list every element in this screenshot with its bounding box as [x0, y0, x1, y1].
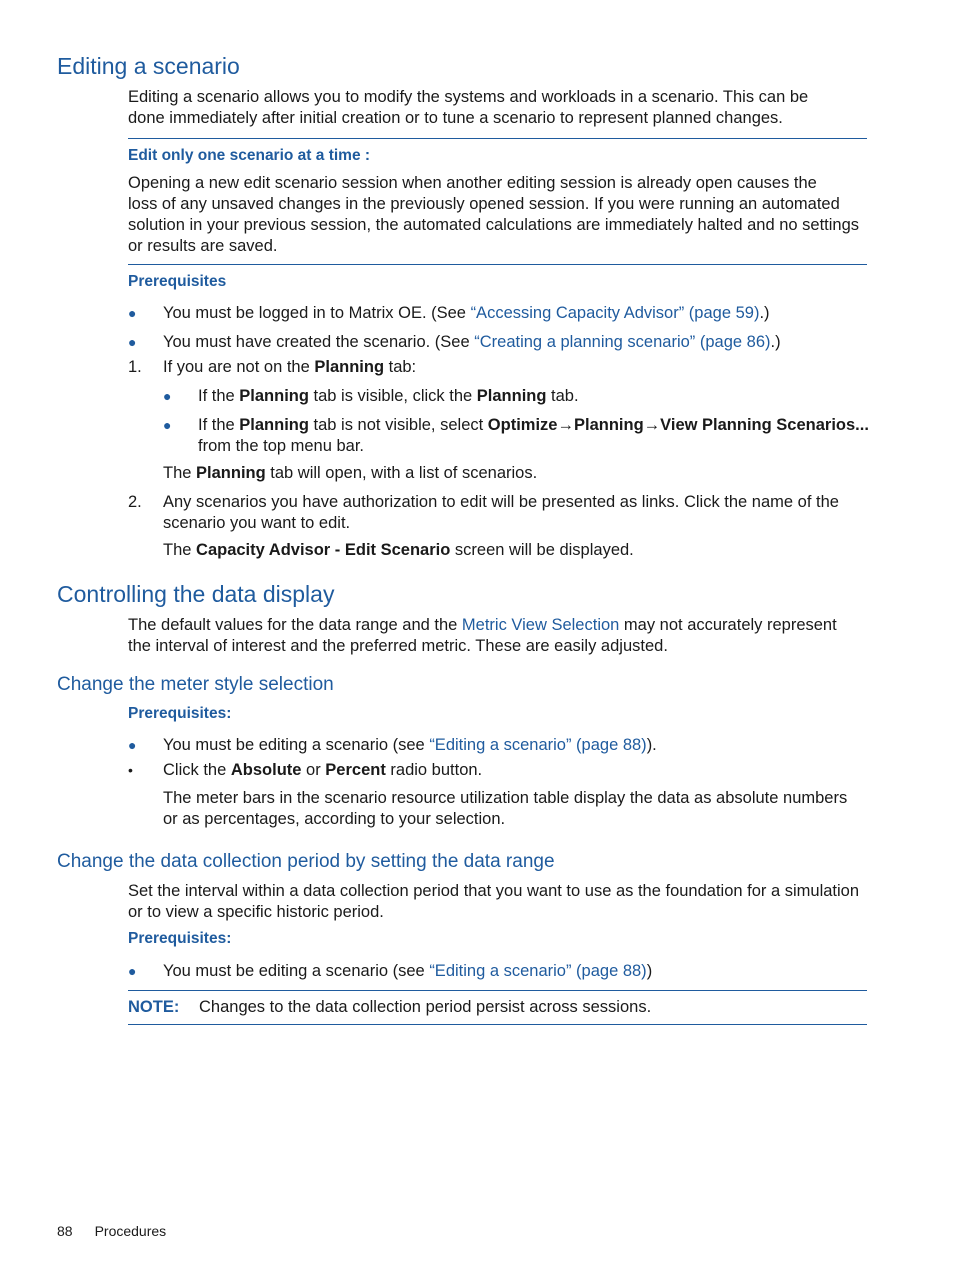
- text: The default values for the data range and the: [128, 616, 462, 634]
- step-text: Any scenarios you have authorization to edit will be presented as links. Click the name of the: [163, 493, 839, 511]
- meter-result: [163, 788, 868, 830]
- caution-line-1: Opening a new edit scenario session when another editing session is already open causes the: [128, 174, 817, 192]
- prereq-text: You must have created the scenario. (See: [163, 333, 475, 351]
- page-footer: [57, 1223, 166, 1239]
- divider: [128, 1024, 867, 1025]
- page-number: 88: [57, 1223, 73, 1239]
- bold-text: Planning: [476, 387, 547, 405]
- bullet-icon: ●: [128, 334, 137, 350]
- text: Set the interval within a data collection period that you want to use as the foundation for a simulation: [128, 882, 860, 900]
- text: ).: [646, 736, 657, 754]
- prereq-text: You must be logged in to Matrix OE. (See: [163, 304, 471, 322]
- intro-paragraph: [128, 87, 868, 129]
- caution-line-2: loss of any unsaved changes in the previously opened session. If you were running an automated: [128, 195, 840, 213]
- prereq-item: [128, 961, 868, 982]
- text: may not accurately represent: [619, 616, 837, 634]
- text: The: [163, 464, 197, 482]
- text: tab.: [546, 387, 579, 405]
- bold-text: Percent: [325, 761, 386, 779]
- text: If the: [198, 387, 240, 405]
- prereq-title: Prerequisites:: [128, 705, 232, 722]
- text: or: [301, 761, 326, 779]
- text: The meter bars in the scenario resource utilization table display the data as absolute numbers: [163, 789, 848, 807]
- intro-line-2: done immediately after initial creation or to tune a scenario to represent planned changes.: [128, 109, 783, 127]
- step-text-end: tab:: [384, 358, 417, 376]
- link-metric-view-selection[interactable]: Metric View Selection: [461, 616, 620, 634]
- bold-text: Planning: [573, 416, 644, 434]
- section-title-controlling-data-display: Controlling the data display: [57, 581, 335, 607]
- note-text: Changes to the data collection period persist across sessions.: [199, 998, 652, 1016]
- bold-text: View Planning Scenarios...: [660, 416, 869, 434]
- bold-text: Capacity Advisor - Edit Scenario: [196, 541, 451, 559]
- caution-paragraph: [128, 173, 868, 257]
- bullet-icon: ●: [128, 305, 137, 321]
- arrow-icon: →: [557, 416, 574, 434]
- link-creating-planning-scenario[interactable]: “Creating a planning scenario” (page 86): [474, 333, 771, 351]
- text: tab is not visible, select: [308, 416, 488, 434]
- text: Click the: [163, 761, 231, 779]
- caution-line-3: solution in your previous session, the automated calculations are immediately halted and no settings: [128, 216, 860, 234]
- step-item: [128, 760, 868, 781]
- prereq-text-end: .): [759, 304, 770, 322]
- step-1: [128, 357, 868, 378]
- prereq-item: [128, 332, 868, 353]
- text: tab will open, with a list of scenarios.: [265, 464, 538, 482]
- text: ): [646, 962, 653, 980]
- step-text: scenario you want to edit.: [163, 514, 351, 532]
- text: You must be editing a scenario (see: [163, 736, 430, 754]
- step-2: [128, 492, 868, 534]
- bold-text: Absolute: [230, 761, 302, 779]
- text: If the: [198, 416, 240, 434]
- divider: [128, 264, 867, 265]
- bullet-icon: ●: [128, 737, 137, 753]
- prereq-title: Prerequisites: [128, 273, 227, 290]
- text: screen will be displayed.: [450, 541, 634, 559]
- bold-text: Planning: [239, 416, 309, 434]
- step-number: 1.: [128, 358, 142, 376]
- step-number: 2.: [128, 493, 142, 511]
- link-editing-scenario[interactable]: “Editing a scenario” (page 88): [429, 736, 647, 754]
- text: The: [163, 541, 197, 559]
- step-1-sub-item: [163, 386, 868, 407]
- text: the interval of interest and the preferred metric. These are easily adjusted.: [128, 637, 668, 655]
- step-text: If you are not on the: [163, 358, 315, 376]
- link-accessing-capacity-advisor[interactable]: “Accessing Capacity Advisor” (page 59): [470, 304, 760, 322]
- text: or to view a specific historic period.: [128, 903, 384, 921]
- text: radio button.: [385, 761, 483, 779]
- section4-paragraph: [128, 881, 868, 923]
- caution-line-4: or results are saved.: [128, 237, 278, 255]
- section-title-data-collection-period: Change the data collection period by setting the data range: [57, 851, 555, 872]
- bold-text: Optimize: [487, 416, 558, 434]
- caution-title: Edit only one scenario at a time :: [128, 147, 371, 164]
- bullet-icon: ●: [128, 963, 137, 979]
- intro-line-1: Editing a scenario allows you to modify the systems and workloads in a scenario. This can be: [128, 88, 809, 106]
- divider: [128, 138, 867, 139]
- step-bold: Planning: [314, 358, 385, 376]
- step-1-result: [163, 463, 868, 484]
- text: tab is visible, click the: [308, 387, 477, 405]
- text: from the top menu bar.: [198, 437, 365, 455]
- arrow-icon: →: [643, 416, 661, 434]
- step-2-result: [163, 540, 868, 561]
- bold-text: Planning: [196, 464, 266, 482]
- bullet-icon: ●: [163, 417, 172, 433]
- footer-section: Procedures: [94, 1223, 167, 1239]
- divider: [128, 990, 867, 991]
- bold-text: Planning: [239, 387, 309, 405]
- bullet-icon: ●: [163, 388, 172, 404]
- link-editing-scenario[interactable]: “Editing a scenario” (page 88): [429, 962, 647, 980]
- section-title-editing-scenario: Editing a scenario: [57, 53, 240, 79]
- step-1-sub-item: [163, 415, 868, 457]
- text: or as percentages, according to your selection.: [163, 810, 506, 828]
- prereq-title: Prerequisites:: [128, 930, 232, 947]
- note-label: NOTE:: [128, 998, 180, 1016]
- section2-paragraph: [128, 615, 868, 657]
- section-title-meter-style: Change the meter style selection: [57, 674, 334, 695]
- prereq-item: [128, 735, 868, 756]
- text: You must be editing a scenario (see: [163, 962, 430, 980]
- bullet-icon: •: [128, 762, 133, 778]
- prereq-item: [128, 303, 868, 324]
- prereq-text-end: .): [770, 333, 781, 351]
